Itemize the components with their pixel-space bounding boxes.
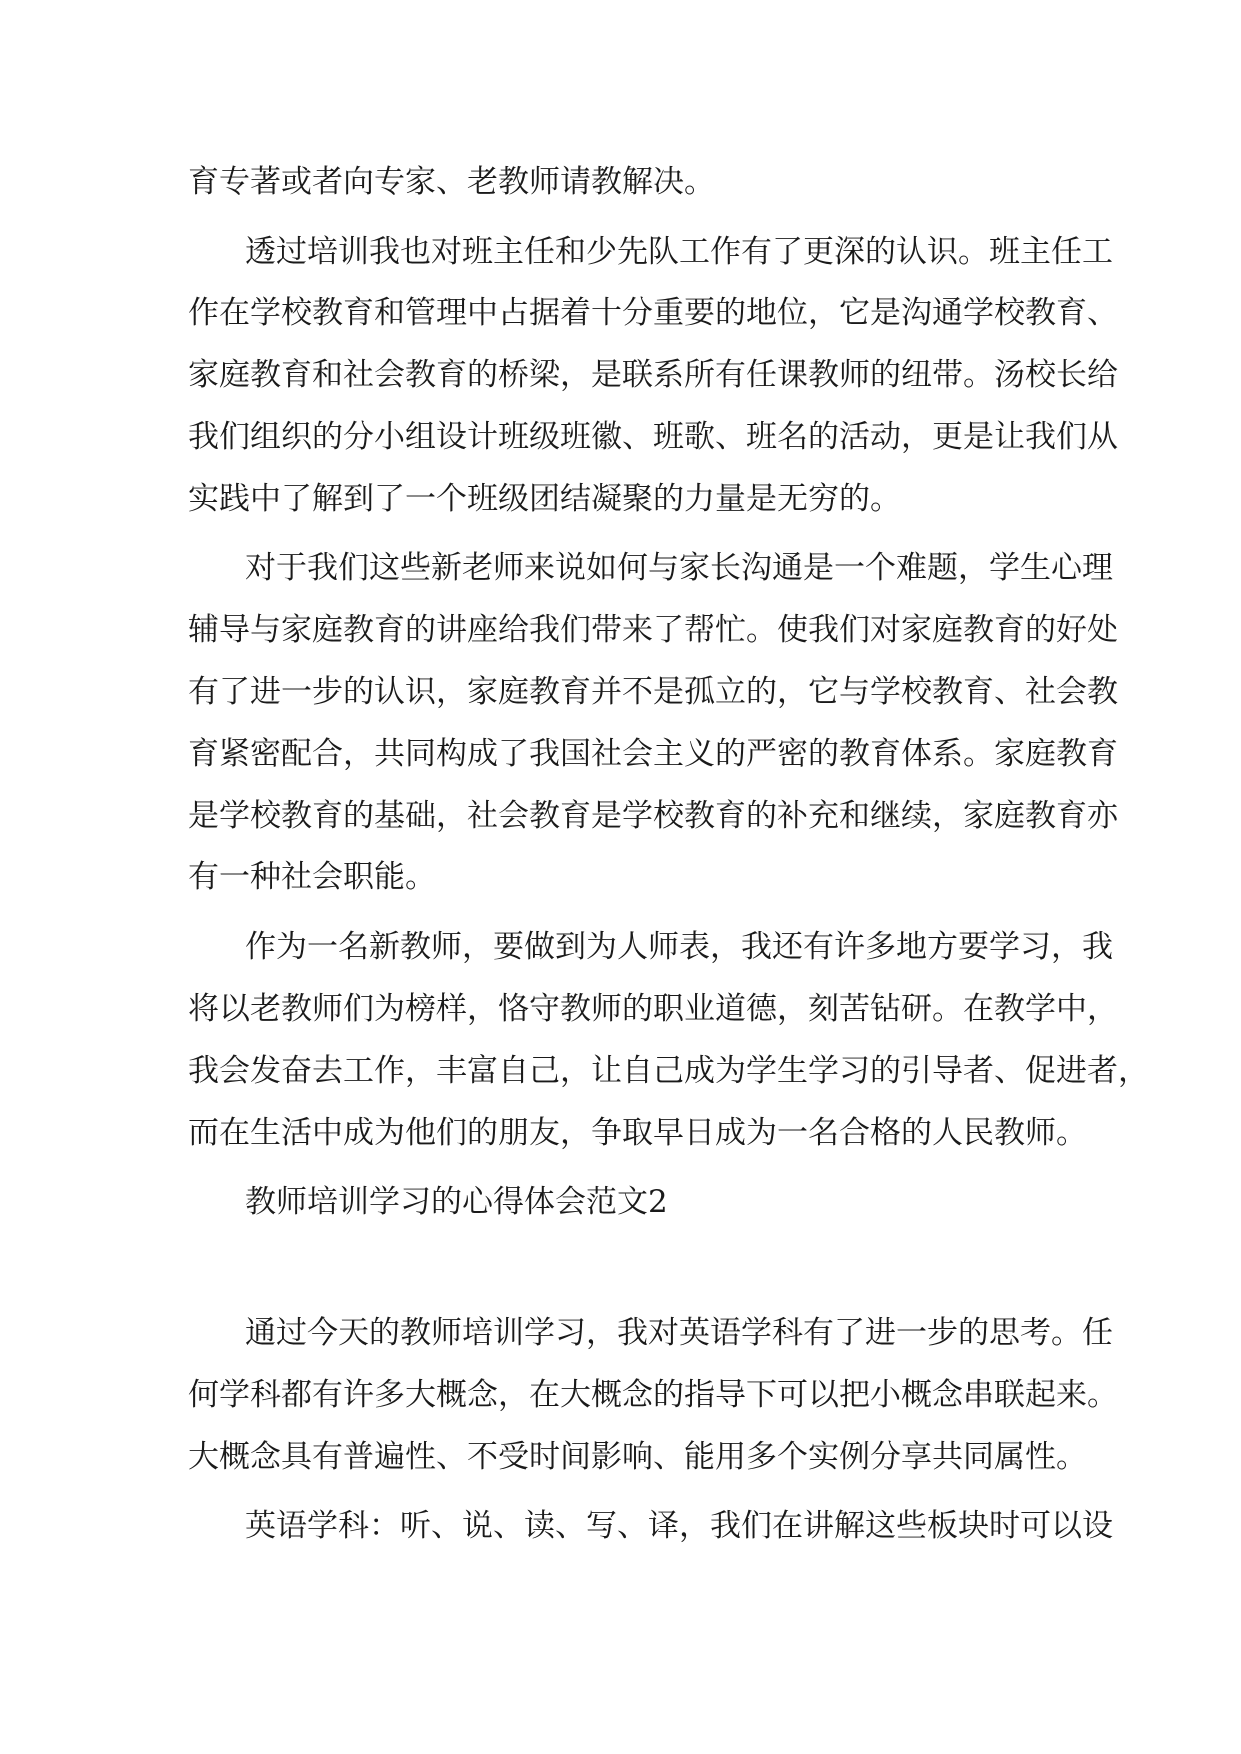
text-line-5: 我们组织的分小组设计班级班徽、班歌、班名的活动，更是让我们从 [188, 419, 1118, 455]
text-line-13: 作为一名新教师，要做到为人师表，我还有许多地方要学习，我 [245, 929, 1113, 965]
paragraph-line [0, 158, 1241, 206]
text-line-3: 作在学校教育和管理中占据着十分重要的地位，它是沟通学校教育、 [188, 295, 1118, 331]
paragraph-line [0, 228, 1241, 276]
paragraph-line [0, 1371, 1241, 1419]
paragraph-line [0, 668, 1241, 716]
paragraph-line [0, 413, 1241, 461]
paragraph-line [0, 985, 1241, 1033]
paragraph-line [0, 792, 1241, 840]
text-line-16: 而在生活中成为他们的朋友，争取早日成为一名合格的人民教师。 [188, 1115, 1087, 1151]
paragraph-line [0, 351, 1241, 399]
text-line-6: 实践中了解到了一个班级团结凝聚的力量是无穷的。 [188, 481, 901, 517]
paragraph-line [0, 1309, 1241, 1357]
paragraph-line [0, 606, 1241, 654]
text-line-18: 通过今天的教师培训学习，我对英语学科有了进一步的思考。任 [245, 1315, 1113, 1351]
paragraph-line [0, 853, 1241, 901]
paragraph-line [0, 475, 1241, 523]
text-line-21: 英语学科：听、说、读、写、译，我们在讲解这些板块时可以设 [245, 1508, 1113, 1544]
text-line-8: 辅导与家庭教育的讲座给我们带来了帮忙。使我们对家庭教育的好处 [188, 612, 1118, 648]
paragraph-line [0, 1502, 1241, 1550]
text-line-15: 我会发奋去工作，丰富自己，让自己成为学生学习的引导者、促进者， [188, 1053, 1149, 1089]
text-line-2: 透过培训我也对班主任和少先队工作有了更深的认识。班主任工 [245, 234, 1113, 270]
paragraph-line [0, 289, 1241, 337]
section-heading-text: 教师培训学习的心得体会范文2 [245, 1184, 668, 1220]
text-line-7: 对于我们这些新老师来说如何与家长沟通是一个难题，学生心理 [245, 550, 1113, 586]
text-line-19: 何学科都有许多大概念，在大概念的指导下可以把小概念串联起来。 [188, 1377, 1118, 1413]
text-line-14: 将以老教师们为榜样，恪守教师的职业道德，刻苦钻研。在教学中， [188, 991, 1118, 1027]
text-line-1: 育专著或者向专家、老教师请教解决。 [188, 164, 715, 200]
paragraph-line [0, 544, 1241, 592]
section-heading [0, 1178, 1241, 1226]
paragraph-line [0, 1433, 1241, 1481]
text-line-12: 有一种社会职能。 [188, 859, 436, 895]
paragraph-line [0, 923, 1241, 971]
paragraph-line [0, 730, 1241, 778]
paragraph-line [0, 1047, 1241, 1095]
text-line-9: 有了进一步的认识，家庭教育并不是孤立的，它与学校教育、社会教 [188, 674, 1118, 710]
paragraph-line [0, 1109, 1241, 1157]
text-line-10: 育紧密配合，共同构成了我国社会主义的严密的教育体系。家庭教育 [188, 736, 1118, 772]
text-line-4: 家庭教育和社会教育的桥梁，是联系所有任课教师的纽带。汤校长给 [188, 357, 1118, 393]
text-line-11: 是学校教育的基础，社会教育是学校教育的补充和继续，家庭教育亦 [188, 798, 1118, 834]
text-line-20: 大概念具有普遍性、不受时间影响、能用多个实例分享共同属性。 [188, 1439, 1087, 1475]
